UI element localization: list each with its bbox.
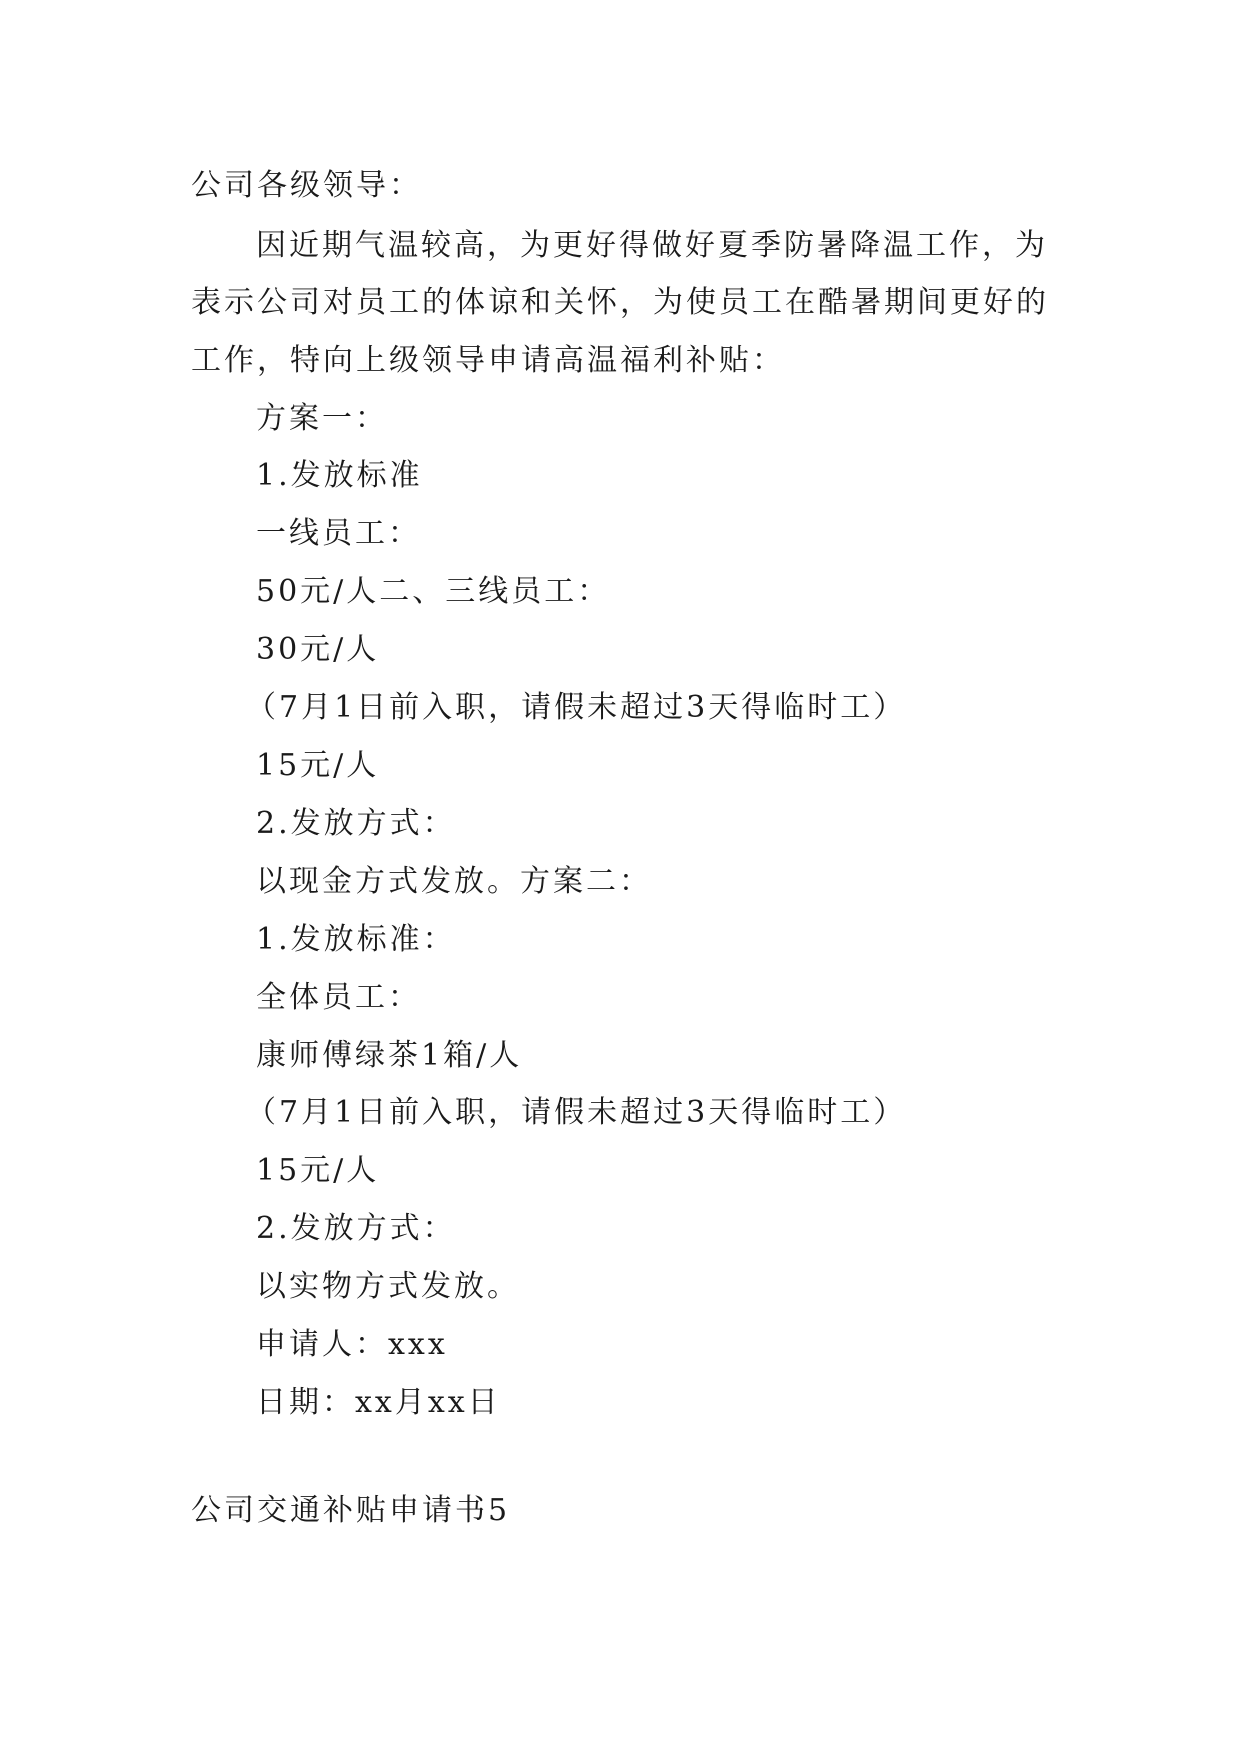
plan-one-method-text: 以现金方式发放。方案二： [256,864,652,899]
next-document-title: 公司交通补贴申请书5 [191,1493,511,1528]
plan-two-all-staff-label: 全体员工： [256,980,421,1015]
plan-two-method-text: 以实物方式发放。 [256,1269,520,1304]
salutation: 公司各级领导： [191,168,422,203]
date-line: 日期：xx月xx日 [256,1385,501,1420]
plan-one-heading: 方案一： [256,401,388,436]
intro-line-2: 表示公司对员工的体谅和关怀，为使员工在酷暑期间更好的 [191,285,1049,320]
plan-one-amount-30: 30元/人 [256,632,380,667]
plan-two-green-tea: 康师傅绿茶1箱/人 [256,1038,523,1073]
intro-line-3: 工作，特向上级领导申请高温福利补贴： [191,343,785,378]
plan-two-temp-worker-note: （7月1日前入职，请假未超过3天得临时工） [246,1095,907,1130]
applicant-line: 申请人：xxx [256,1327,448,1362]
plan-one-standard-heading: 1.发放标准 [256,458,423,493]
plan-two-amount-15: 15元/人 [256,1153,380,1188]
plan-one-amount-50: 50元/人二、三线员工： [256,574,611,609]
intro-line-1: 因近期气温较高，为更好得做好夏季防暑降温工作，为 [256,228,1048,263]
plan-one-temp-worker-note: （7月1日前入职，请假未超过3天得临时工） [246,690,907,725]
plan-two-standard-heading: 1.发放标准： [256,922,456,957]
plan-two-method-heading: 2.发放方式： [256,1211,456,1246]
plan-one-amount-15: 15元/人 [256,748,380,783]
plan-one-method-heading: 2.发放方式： [256,806,456,841]
plan-one-front-line-label: 一线员工： [256,516,421,551]
